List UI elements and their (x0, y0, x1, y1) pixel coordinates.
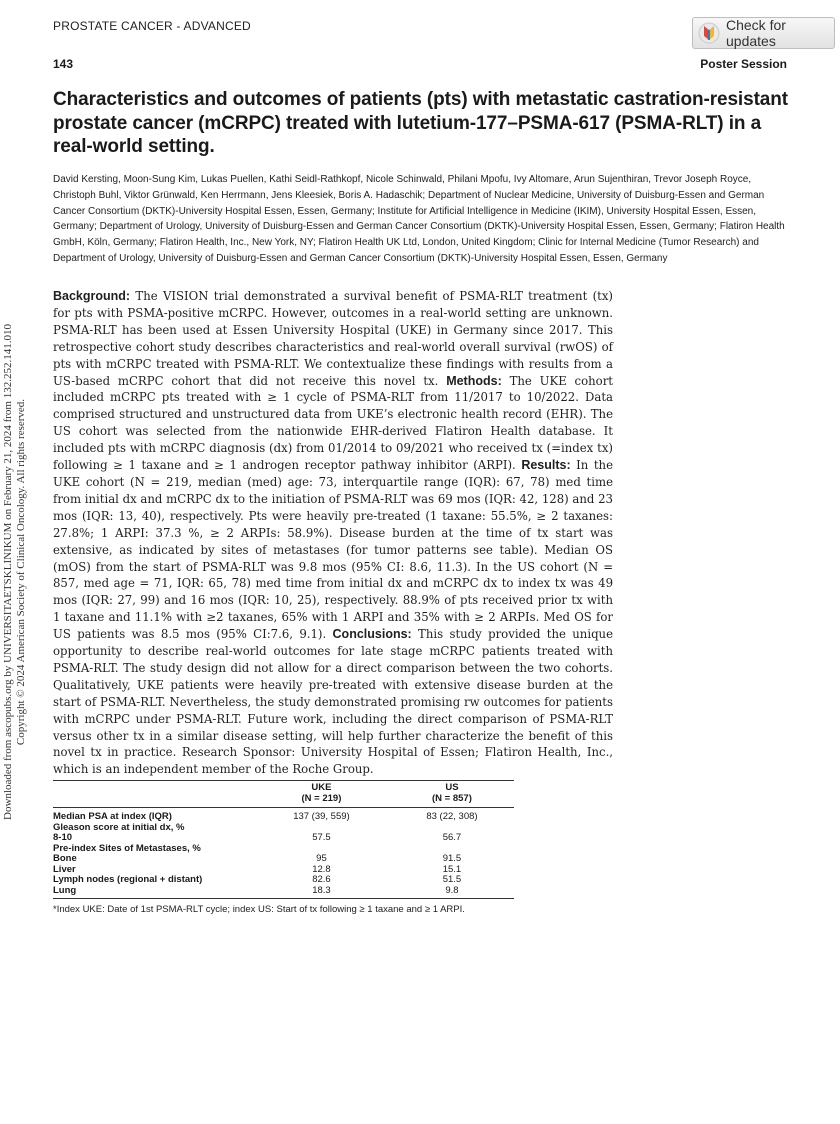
check-for-updates-button[interactable] (692, 17, 835, 49)
methods-label: Methods: (446, 373, 502, 388)
download-copyright-note (2, 324, 28, 820)
row-label: 8-10 (53, 832, 73, 843)
column-uke-n: (N = 219) (301, 792, 342, 804)
table-row (53, 854, 514, 865)
row-label: Liver (53, 863, 76, 875)
uke-value: 95 (316, 853, 327, 864)
table-row (53, 875, 514, 886)
conclusions-label: Conclusions: (332, 627, 412, 642)
table-row (53, 808, 514, 823)
section-category: PROSTATE CANCER - ADVANCED (53, 19, 251, 33)
conclusions-text: This study provided the unique opportunity to describe real-world outcomes for late stage mCRPC patients treated with PSMA-RLT. The study design did not allow for a direct comparison between the two cohorts. Qualitatively, UKE patients were heavily pre-treated with extensive disease burden at the start of PSMA-RLT. Nevertheless, the study demonstrated promising rw outcomes for patients with mCRPC under PSMA-RLT. Future work, including the direct comparison of PSMA-RLT versus other tx in a similar disease setting, will help further characterize the benefit of this novel tx in practice. Research Sponsor: University Hospital of Essen; Flatiron Health, Inc., which is an independent member of the Roche Group. (53, 627, 613, 777)
us-value: 91.5 (442, 853, 462, 864)
crossmark-icon (698, 22, 720, 44)
uke-value: 57.5 (312, 832, 331, 843)
session-type: Poster Session (700, 57, 787, 71)
abstract-number: 143 (53, 57, 74, 71)
row-label: Bone (53, 853, 77, 864)
results-label: Results: (521, 458, 571, 473)
us-value: 83 (22, 308) (426, 811, 478, 822)
background-label: Background: (53, 289, 131, 303)
uke-value: 18.3 (253, 886, 390, 899)
table-row (53, 886, 514, 899)
uke-value: 82.6 (312, 874, 331, 885)
uke-value: 137 (39, 559) (293, 811, 350, 822)
us-value: 9.8 (390, 886, 514, 899)
column-us-name: US (445, 782, 459, 793)
abstract-body (53, 288, 613, 778)
characteristics-table (53, 780, 514, 899)
us-value: 56.7 (442, 832, 462, 843)
row-label: Lung (53, 886, 253, 899)
uke-value: 12.8 (312, 863, 331, 875)
column-header-us (390, 781, 514, 808)
table-header-row (53, 781, 514, 808)
column-us-n: (N = 857) (432, 792, 472, 804)
us-value: 51.5 (442, 874, 462, 885)
column-uke-name: UKE (311, 782, 332, 793)
results-text: In the UKE cohort (N = 219, median (med) age: 73, interquartile range (IQR): 67, 78) med time from initial dx and mCRPC dx to the initiation of PSMA-RLT was 69 mos (IQR: 42, 128) and 23 mos (IQR: 13, 40), respectively. Pts were heavily pre-treated (1 taxane: 55.5%, ≥ 2 taxanes: 27.8%; 1 ARPI: 37.3 %, ≥ 2 ARPIs: 58.9%). Disease burden at the time of tx start was extensive, as indicated by sites of metastases (for tumor patterns see table). Median OS (mOS) from the start of PSMA-RLT was 9.8 mos (95% CI: 8.6, 11.3). In the US cohort (N = 857, med age = 71, IQR: 65, 78) med time from initial dx and mCRPC dx to index tx was 49 mos (IQR: 27, 99) and 16 mos (IQR: 10, 25), respectively. 88.9% of pts received prior tx with 1 taxane and 11.1% with ≥2 taxanes, 65% with 1 ARPI and 35% with ≥ 2 ARPIs. Med OS for US patients was 8.5 mos (95% CI:7.6, 9.1). (53, 458, 613, 642)
column-header-uke (253, 781, 390, 808)
table-header-empty (53, 781, 253, 808)
us-value: 15.1 (442, 863, 462, 875)
row-label: Median PSA at index (IQR) (53, 811, 172, 822)
row-label: Gleason score at initial dx, % (53, 821, 185, 833)
background-text: The VISION trial demonstrated a survival benefit of PSMA-RLT treatment (tx) for pts with PSMA-positive mCRPC. However, outcomes in a real-world setting are unknown. PSMA-RLT has been used at Essen University Hospital (UKE) in Germany since 2017. This retrospective cohort study describes characteristics and real-world overall survival (rwOS) of pts with mCRPC treated with PSMA-RLT. We contextualize these findings with results from a US-based mCRPC cohort that did not receive this novel tx. (53, 289, 613, 388)
copyright-note: Copyright © 2024 American Society of Clinical Oncology. All rights reserved. (15, 398, 27, 746)
download-note: Downloaded from ascopubs.org by UNIVERSITAETSKLINIKUM on February 21, 2024 from 132.252.141.010 (2, 324, 14, 820)
row-label: Pre-index Sites of Metastases, % (53, 842, 201, 854)
table-row (53, 833, 514, 844)
author-affiliations: David Kersting, Moon-Sung Kim, Lukas Puellen, Kathi Seidl-Rathkopf, Nicole Schinwald, Philani Mpofu, Ivy Altomare, Arun Sujenthiran, Trevor Joseph Royce, Christoph Buhl, Viktor Grünwald, Ken Herrmann, Jens Kleesiek, Boris A. Hadaschik; Department of Nuclear Medicine, University of Duisburg-Essen and German Cancer Consortium (DKTK)-University Hospital Essen, Essen, Germany; Institute for Artificial Intelligence in Medicine (IKIM), University Hospital Essen, Essen, Germany; Department of Urology, University of Duisburg-Essen and German Cancer Consortium (DKTK)-University Hospital Essen, Essen, Germany; Flatiron Health GmbH, Köln, Germany; Flatiron Health, Inc., New York, NY; Flatiron Health UK Ltd, London, United Kingdom; Clinic for Internal Medicine (Tumor Research) and Department of Urology, University of Duisburg-Essen and German Cancer Consortium (DKTK)-University Hospital Essen, Essen, Germany (53, 174, 785, 264)
methods-text: The UKE cohort included mCRPC pts treated with ≥ 1 cycle of PSMA-RLT from 11/2017 to 10/2022. Data comprised structured and unstructured data from UKE’s electronic health record (EHR). The US cohort was selected from the nationwide EHR-derived Flatiron Health database. It included pts with mCRPC diagnosis (dx) from 01/2014 to 09/2021 who received tx (=index tx) following ≥ 1 taxane and ≥ 1 androgen receptor pathway inhibitor (ARPI). (53, 373, 613, 473)
check-for-updates-label: Check for updates (726, 17, 786, 49)
abstract-title: Characteristics and outcomes of patients (pts) with metastatic castration-resistant prostate cancer (mCRPC) treated with lutetium-177–PSMA-617 (PSMA-RLT) in a real-world setting. (53, 89, 788, 157)
table-footnote: *Index UKE: Date of 1st PSMA-RLT cycle; index US: Start of tx following ≥ 1 taxane and ≥ 1 ARPI. (53, 904, 465, 915)
row-label: Lymph nodes (regional + distant) (53, 874, 203, 885)
